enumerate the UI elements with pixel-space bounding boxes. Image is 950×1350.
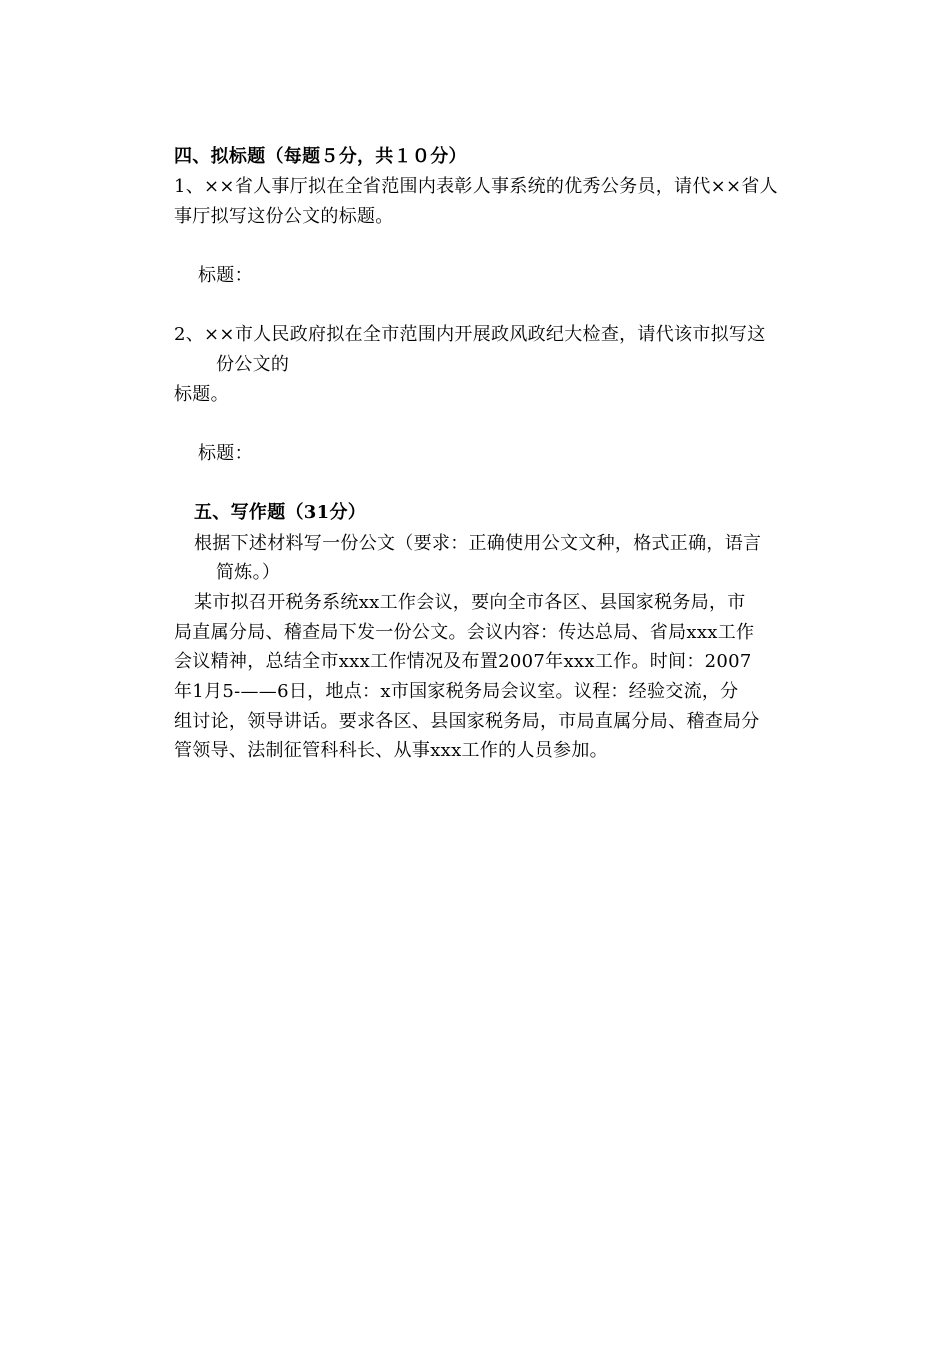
section-4-heading: 四、拟标题（每题５分，共１０分） <box>174 146 467 167</box>
material-line: 会议精神，总结全市xxx工作情况及布置2007年xxx工作。时间：2007 <box>174 651 752 672</box>
material-line: 年1月5-——6日，地点：x市国家税务局会议室。议程：经验交流，分 <box>174 681 739 702</box>
material-line: 局直属分局、稽查局下发一份公文。会议内容：传达总局、省局xxx工作 <box>174 622 755 643</box>
question-2-answer-label: 标题： <box>198 443 253 464</box>
question-2-line-2: 份公文的 <box>216 354 290 375</box>
material-line: 某市拟召开税务系统xx工作会议，要向全市各区、县国家税务局，市 <box>194 592 746 613</box>
question-2-line-3: 标题。 <box>174 384 229 405</box>
question-2-line-1: 2、××市人民政府拟在全市范围内开展政风政纪大检查，请代该市拟写这 <box>174 324 766 345</box>
material-line: 组讨论，领导讲话。要求各区、县国家税务局，市局直属分局、稽查局分 <box>174 711 760 732</box>
section-5-heading: 五、写作题（31分） <box>194 502 367 523</box>
question-1-line-1: 1、××省人事厅拟在全省范围内表彰人事系统的优秀公务员，请代××省人 <box>174 176 778 197</box>
instruction-line-2: 简炼。） <box>216 562 281 583</box>
question-1-answer-label: 标题： <box>198 265 253 286</box>
instruction-line-1: 根据下述材料写一份公文（要求：正确使用公文文种，格式正确，语言 <box>194 533 762 554</box>
material-line: 管领导、法制征管科科长、从事xxx工作的人员参加。 <box>174 740 608 761</box>
question-1-line-2: 事厅拟写这份公文的标题。 <box>174 206 394 227</box>
